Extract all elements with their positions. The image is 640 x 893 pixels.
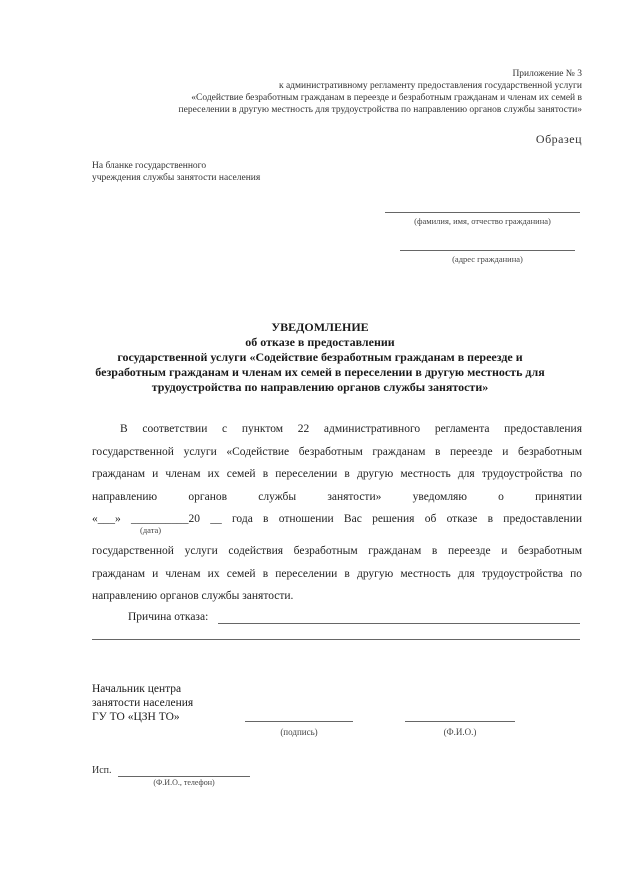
sample-label: Образец	[535, 132, 582, 146]
reason-line-2	[92, 639, 580, 640]
title-line-3: государственной услуги «Содействие безработным гражданам в переезде и	[117, 350, 523, 364]
appendix-line-4: переселении в другую местность для трудоустройства по направлению органов службы занятости»	[178, 105, 582, 115]
letterhead-line-1: На бланке государственного	[92, 161, 207, 171]
appendix-line-3: «Содействие безработным гражданам в переезде и безработным гражданам и членам их семей в	[191, 93, 582, 103]
recipient-name-line	[385, 212, 580, 213]
appendix-line-2: к административному регламенту предоставления государственной услуги	[278, 81, 582, 91]
body-p1-line-1: В соответствии с пунктом 22 административного регламента предоставления	[120, 423, 582, 435]
appendix-number: Приложение № 3	[512, 69, 582, 79]
signatory-name-caption: (Ф.И.О.)	[443, 727, 477, 737]
body-p2-line-1: государственной услуги содействия безработным гражданам в переезде и безработным	[92, 545, 582, 557]
notice-body-continued	[92, 540, 582, 608]
recipient-address-caption: (адрес гражданина)	[452, 254, 523, 264]
reason-label: Причина отказа:	[128, 611, 209, 623]
signatory-name-line	[405, 721, 515, 722]
signatory-line-2: занятости населения	[92, 697, 194, 709]
document-title	[0, 320, 640, 395]
body-p2-line-3: направлению органов службы занятости.	[92, 590, 294, 602]
body-p2-line-2: гражданам и членам их семей в переселении в другую местность для трудоустройства по	[92, 567, 582, 580]
title-line-5: трудоустройства по направлению органов службы занятости»	[151, 380, 489, 394]
signature-caption: (подпись)	[280, 727, 318, 737]
executor-line	[118, 776, 250, 777]
recipient-name-caption: (фамилия, имя, отчество гражданина)	[414, 216, 551, 226]
notice-body	[92, 418, 582, 531]
title-notice: УВЕДОМЛЕНИЕ	[271, 320, 369, 334]
signatory-line-3: ГУ ТО «ЦЗН ТО»	[92, 711, 180, 723]
title-line-2: об отказе в предоставлении	[245, 335, 395, 349]
body-p1-line-3: гражданам и членам их семей в переселении в другую местность для трудоустройства по	[92, 468, 582, 480]
signatory-line-1: Начальник центра	[92, 683, 182, 695]
signatory-block	[92, 682, 193, 724]
executor-label: Исп.	[92, 765, 112, 776]
letterhead-note	[92, 160, 260, 184]
date-caption: (дата)	[140, 525, 162, 535]
reason-line-1	[218, 623, 580, 624]
appendix-header	[179, 68, 582, 116]
signature-line	[245, 721, 353, 722]
letterhead-line-2: учреждения службы занятости населения	[92, 173, 261, 183]
body-p1-line-4: направлению органов службы занятости» уведомляю о принятии	[92, 490, 582, 503]
body-date-line: «___» __________20 __ года в отношении Вас решения об отказе в предоставлении	[92, 513, 582, 525]
title-line-4: безработным гражданам и членам их семей в переселении в другую местность для	[95, 365, 545, 379]
executor-caption: (Ф.И.О., телефон)	[153, 778, 215, 787]
body-p1-line-2: государственной услуги «Содействие безработным гражданам в переезде и безработным	[92, 445, 582, 458]
recipient-address-line	[400, 250, 575, 251]
